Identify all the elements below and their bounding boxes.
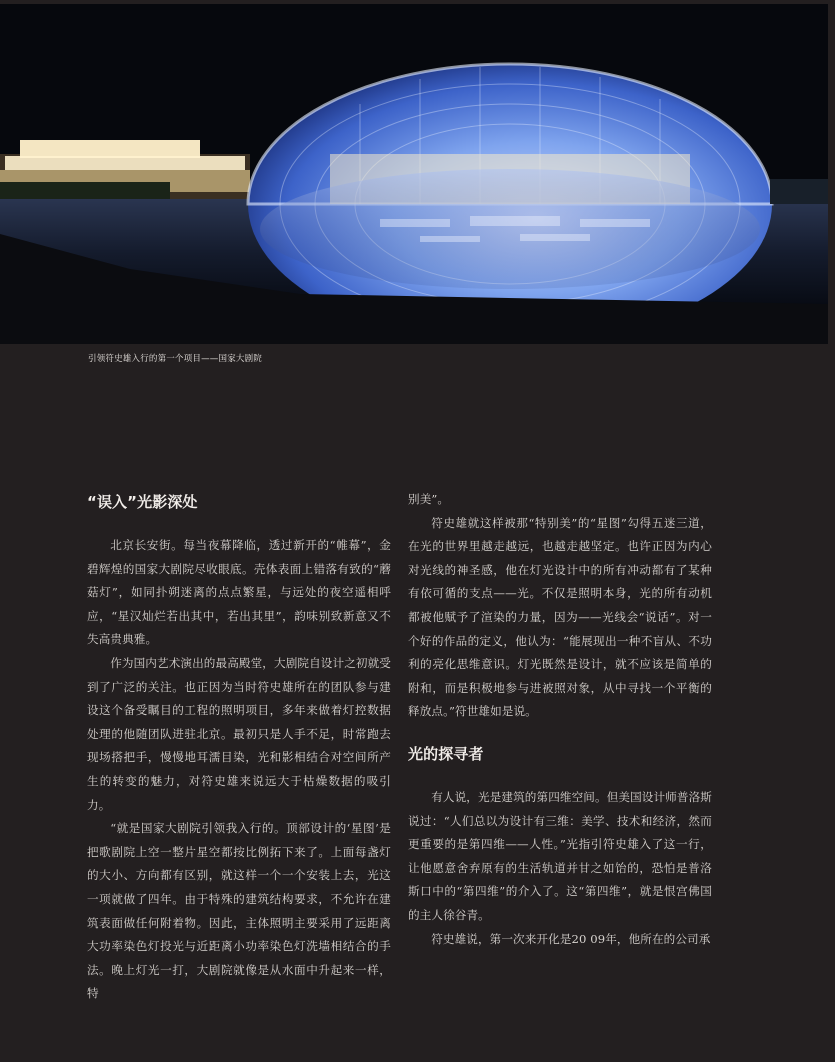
paragraph: 符史雄说，第一次来开化是20 09年，他所在的公司承 bbox=[431, 931, 711, 946]
paragraph: “就是国家大剧院引领我入行的。顶部设计的‘星图’是把歌剧院上空一整片星空都按比例拓下来了。上面每盏灯的大小、方向都有区别，就这样一个一个安装上去，光这一项就做了四年。由于特殊的建筑结构要求，不允许在建筑表面做任何附着物。因此，主体照明主要采用了远距离大功率染色灯投光与近距离小功率染色灯洗墙相结合的手法。晚上灯光一打，大剧院就像是从水面中升起来一样，特 bbox=[87, 821, 391, 1001]
paragraph: 作为国内艺术演出的最高殿堂，大剧院自设计之初就受到了广泛的关注。也正因为当时符史雄所在的团队参与建设这个备受瞩目的工程的照明项目，多年来做着灯控数据处理的他随团队进驻北京。最初只是人手不足，时常跑去现场搭把手，慢慢地耳濡目染，光和影相结合对空间所产生的转变的魅力，对符史雄来说远大于枯燥数据的吸引力。 bbox=[87, 655, 391, 812]
national-theater-night-photo bbox=[0, 4, 828, 344]
section-heading-wuru: “误入”光影深处 bbox=[87, 493, 198, 511]
photo-caption: 引领符史雄入行的第一个项目——国家大剧院 bbox=[88, 354, 263, 364]
section-heading-explorer: 光的探寻者 bbox=[408, 744, 484, 763]
hero-photo bbox=[0, 4, 828, 344]
paragraph: 有人说，光是建筑的第四维空间。但美国设计师普洛斯说过：“人们总以为设计有三维：美学、技术和经济，然而更重要的是第四维——人性。”光指引符史雄入了这一行，让他愿意舍弃原有的生活轨道并甘之如饴的，恐怕是普洛斯口中的“第四维”的介入了。这“第四维”，就是恨宫佛国的主人徐谷青。 bbox=[408, 789, 712, 922]
right-column bbox=[408, 488, 712, 951]
paragraph: 符史雄就这样被那“特别美”的“星图”勾得五迷三道，在光的世界里越走越远，也越走越坚定。也许正因为内心对光线的神圣感，他在灯光设计中的所有冲动都有了某种有依可循的支点——光。不仅是照明本身，光的所有动机都被他赋予了渲染的力量，因为——光线会“说话”。对一个好的作品的定义，他认为：“能展现出一种不盲从、不功利的亮化思维意识。灯光既然是设计，就不应该是简单的附和，而是积极地参与进被照对象，从中寻找一个平衡的释放点。”符世雄如是说。 bbox=[408, 515, 712, 719]
paragraph-continuation: 别美”。 bbox=[408, 492, 450, 506]
left-column bbox=[87, 488, 391, 1006]
paragraph: 北京长安街。每当夜幕降临，透过新开的“帷幕”，金碧辉煌的国家大剧院尽收眼底。壳体表面上错落有致的“蘑菇灯”，如同扑朔迷离的点点繁星，与远处的夜空遥相呼应，“星汉灿烂若出其中，若出其里”，韵味别致新意又不失高贵典雅。 bbox=[87, 538, 391, 647]
